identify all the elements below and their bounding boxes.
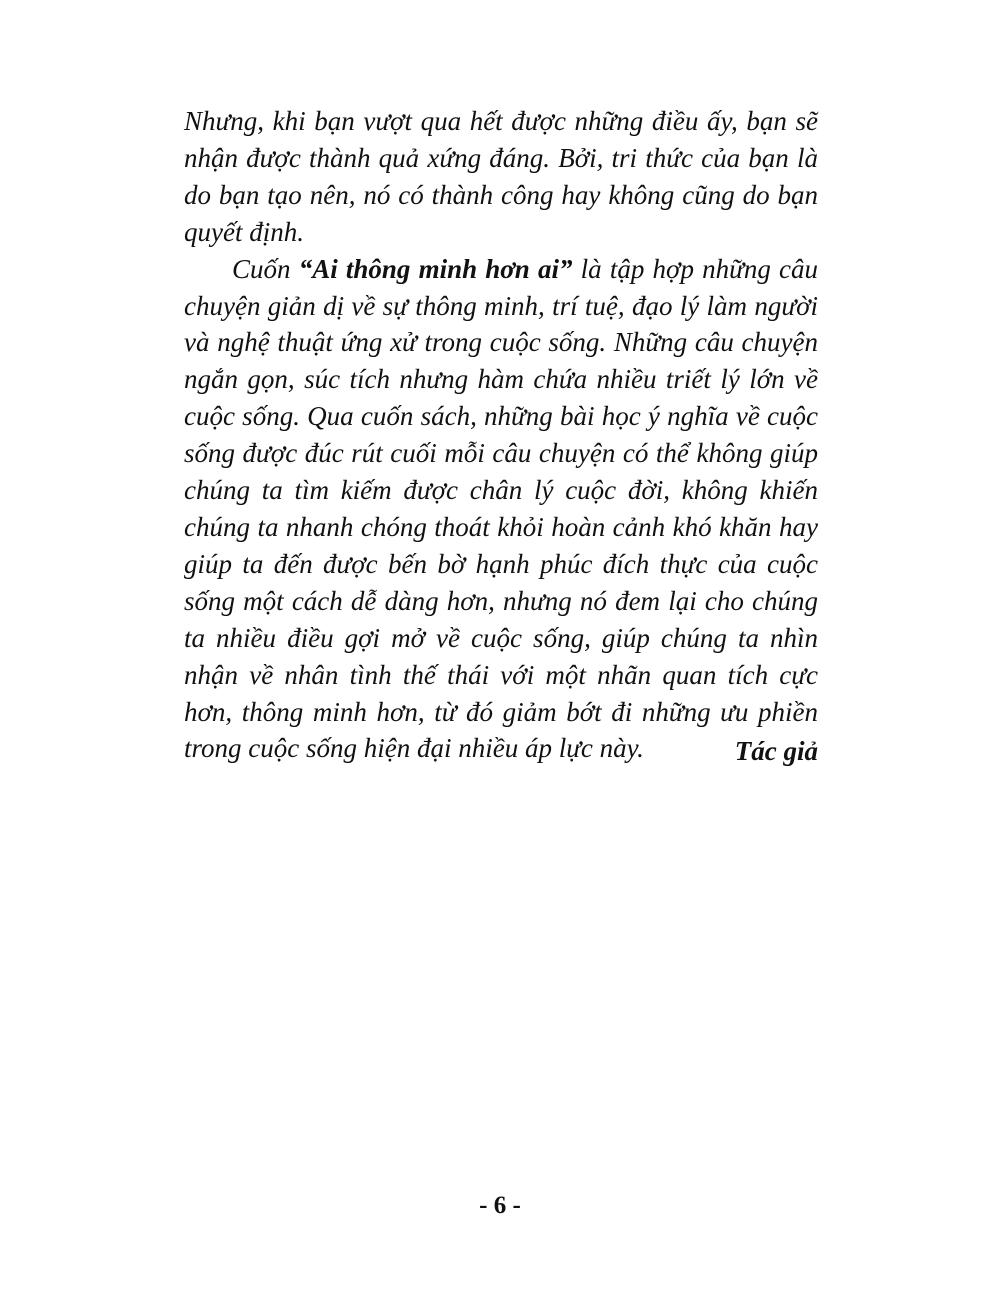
body-text: [184, 103, 818, 767]
paragraph-2-intro: Cuốn: [232, 253, 299, 284]
page-number: - 6 -: [479, 1192, 521, 1219]
paragraph-2-body: là tập hợp những câu chuyện giản dị về sự thông minh, trí tuệ, đạo lý làm người và nghệ thuật ứng xử trong cuộc sống. Những câu chuyện ngắn gọn, súc tích nhưng hàm chứa nhiều triết lý lớn về cuộc sống. Qua cuốn sách, những bài học ý nghĩa về cuộc sống được đúc rút cuối mỗi câu chuyện có thể không giúp chúng ta tìm kiếm được chân lý cuộc đời, không khiến chúng ta nhanh chóng thoát khỏi hoàn cảnh khó khăn hay giúp ta đến được bến bờ hạnh phúc đích thực của cuộc sống một cách dễ dàng hơn, nhưng nó đem lại cho chúng ta nhiều điều gợi mở về cuộc sống, giúp chúng ta nhìn nhận về nhân tình thế thái với một nhãn quan tích cực hơn, thông minh hơn, từ đó giảm bớt đi những ưu phiền trong cuộc sống hiện đại nhiều áp lực này.: [184, 253, 818, 764]
paragraph-1: Nhưng, khi bạn vượt qua hết được những điều ấy, bạn sẽ nhận được thành quả xứng đáng. Bởi, tri thức của bạn là do bạn tạo nên, nó có thành công hay không cũng do bạn quyết định.: [184, 106, 818, 247]
author-signature: Tác giả: [734, 736, 818, 766]
paragraph-2: [184, 251, 818, 768]
book-title: “Ai thông minh hơn ai”: [298, 253, 573, 284]
